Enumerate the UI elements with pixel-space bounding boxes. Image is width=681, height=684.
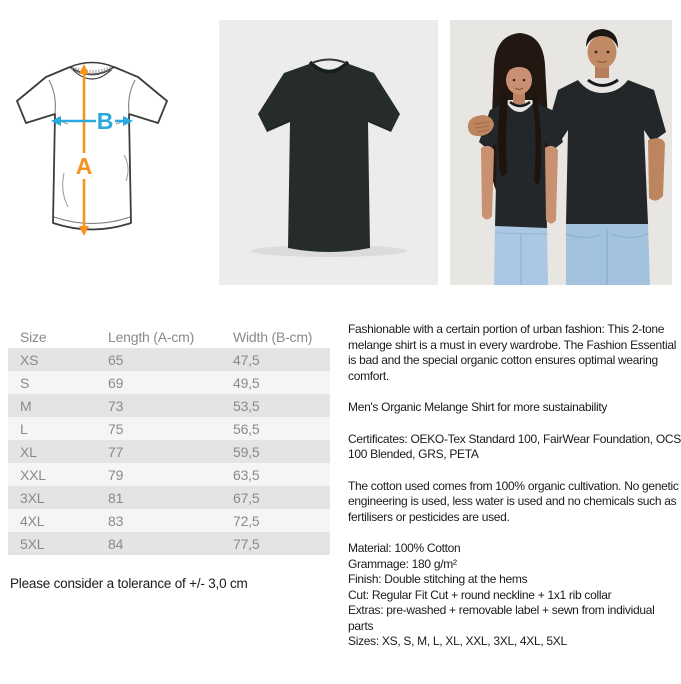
size-table xyxy=(8,325,330,555)
size-table-row xyxy=(8,417,330,440)
spec-list xyxy=(348,541,681,650)
spec-sizes: Sizes: XS, S, M, L, XL, XXL, 3XL, 4XL, 5XL xyxy=(348,634,567,648)
size-table-row xyxy=(8,463,330,486)
width-cell: 67,5 xyxy=(233,489,260,506)
size-cell: XXL xyxy=(20,466,46,483)
spec-cut: Cut: Regular Fit Cut + round neckline + 1x1 rib collar xyxy=(348,587,612,602)
length-cell: 65 xyxy=(108,351,124,368)
size-table-row xyxy=(8,532,330,555)
spec-finish: Finish: Double stitching at the hems xyxy=(348,572,528,586)
width-cell: 49,5 xyxy=(233,374,260,391)
description-paragraph-intro: Fashionable with a certain portion of urban fashion: This 2-tone melange shirt is a must in every wardrobe. The Fashion Essential is bad and the special organic cotton ensures optimal wearing comfort. xyxy=(348,322,677,383)
size-cell: XL xyxy=(20,443,37,460)
width-cell: 59,5 xyxy=(233,443,260,460)
measure-label-a: A xyxy=(75,153,93,179)
length-cell: 84 xyxy=(108,535,124,552)
spec-material: Material: 100% Cotton xyxy=(348,541,461,555)
size-measurement-diagram xyxy=(12,55,197,247)
size-cell: M xyxy=(20,397,32,414)
column-header-length: Length (A-cm) xyxy=(108,328,195,345)
product-photo xyxy=(219,20,438,285)
size-cell: XS xyxy=(20,351,39,368)
models-photo xyxy=(450,20,672,285)
size-table-row xyxy=(8,509,330,532)
size-cell: S xyxy=(20,374,30,391)
column-header-size: Size xyxy=(20,328,47,345)
length-cell: 75 xyxy=(108,420,124,437)
width-cell: 77,5 xyxy=(233,535,260,552)
length-cell: 83 xyxy=(108,512,124,529)
length-cell: 77 xyxy=(108,443,124,460)
spec-extras: Extras: pre-washed + removable label + sewn from individual parts xyxy=(348,603,655,633)
size-table-header-row xyxy=(8,325,330,348)
width-cell: 53,5 xyxy=(233,397,260,414)
width-cell: 47,5 xyxy=(233,351,260,368)
description-paragraph-cotton: The cotton used comes from 100% organic cultivation. No genetic engineering is used, less water is used and no chemicals such as fertilisers or pesticides are used. xyxy=(348,478,679,524)
size-table-row xyxy=(8,371,330,394)
length-cell: 81 xyxy=(108,489,124,506)
product-description xyxy=(348,322,681,650)
measure-label-b: B xyxy=(96,108,114,134)
size-cell: 3XL xyxy=(20,489,45,506)
size-cell: 4XL xyxy=(20,512,45,529)
tshirt-outline-drawing xyxy=(17,63,167,230)
width-cell: 56,5 xyxy=(233,420,260,437)
size-cell: L xyxy=(20,420,28,437)
description-paragraph-certificates: Certificates: OEKO-Tex Standard 100, FairWear Foundation, OCS 100 Blended, GRS, PETA xyxy=(348,431,681,461)
tolerance-note: Please consider a tolerance of +/- 3,0 cm xyxy=(10,576,248,591)
description-paragraph-sustainability: Men's Organic Melange Shirt for more sustainability xyxy=(348,400,608,414)
spec-grammage: Grammage: 180 g/m² xyxy=(348,556,457,571)
column-header-width: Width (B-cm) xyxy=(233,328,313,345)
size-cell: 5XL xyxy=(20,535,45,552)
size-table-row xyxy=(8,486,330,509)
width-cell: 72,5 xyxy=(233,512,260,529)
length-cell: 79 xyxy=(108,466,124,483)
size-table-row xyxy=(8,440,330,463)
length-cell: 69 xyxy=(108,374,124,391)
size-table-row xyxy=(8,394,330,417)
length-cell: 73 xyxy=(108,397,124,414)
size-table-row xyxy=(8,348,330,371)
width-cell: 63,5 xyxy=(233,466,260,483)
